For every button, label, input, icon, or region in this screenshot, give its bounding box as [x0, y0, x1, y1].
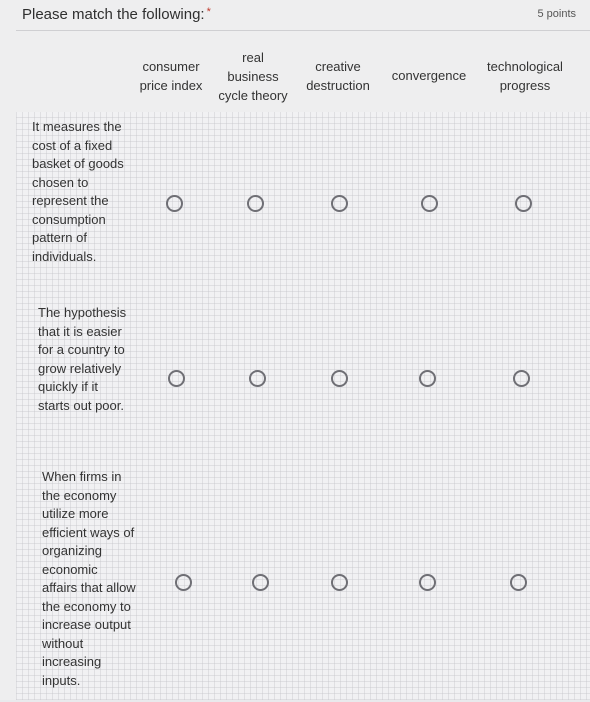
radio-button[interactable] [421, 195, 438, 212]
radio-button[interactable] [252, 574, 269, 591]
radio-button[interactable] [331, 370, 348, 387]
radio-button[interactable] [331, 574, 348, 591]
matrix-row [16, 452, 590, 702]
required-marker: * [206, 6, 211, 18]
points-badge: 5 points [537, 8, 576, 20]
column-header-consumer-price-index: consumer price index [139, 59, 203, 93]
matrix-row [16, 112, 590, 292]
row-label: When firms in the economy utilize more efficient ways of organizing economic affairs that allow the economy to increase output without increasing inputs. [42, 469, 136, 688]
radio-button[interactable] [513, 370, 530, 387]
radio-button[interactable] [515, 195, 532, 212]
column-header-real-business-cycle-theory: real business cycle theory [218, 50, 288, 103]
radio-button[interactable] [419, 574, 436, 591]
question-title-text: Please match the following: [22, 6, 205, 23]
column-header-creative-destruction: creative destruction [306, 59, 370, 93]
row-label: The hypothesis that it is easier for a country to grow relatively quickly if it starts out poor. [38, 305, 127, 413]
radio-button[interactable] [249, 370, 266, 387]
row-label: It measures the cost of a fixed basket of goods chosen to represent the consumption pattern of individuals. [32, 119, 124, 264]
radio-button[interactable] [331, 195, 348, 212]
divider [16, 30, 590, 31]
column-header-technological-progress: technological progress [487, 59, 563, 93]
radio-button[interactable] [168, 370, 185, 387]
radio-button[interactable] [166, 195, 183, 212]
matrix-row [16, 292, 590, 452]
question-title [22, 6, 211, 23]
matrix-grid [16, 112, 590, 700]
radio-button[interactable] [175, 574, 192, 591]
radio-button[interactable] [247, 195, 264, 212]
column-header-convergence: convergence [391, 68, 467, 83]
radio-button[interactable] [510, 574, 527, 591]
radio-button[interactable] [419, 370, 436, 387]
